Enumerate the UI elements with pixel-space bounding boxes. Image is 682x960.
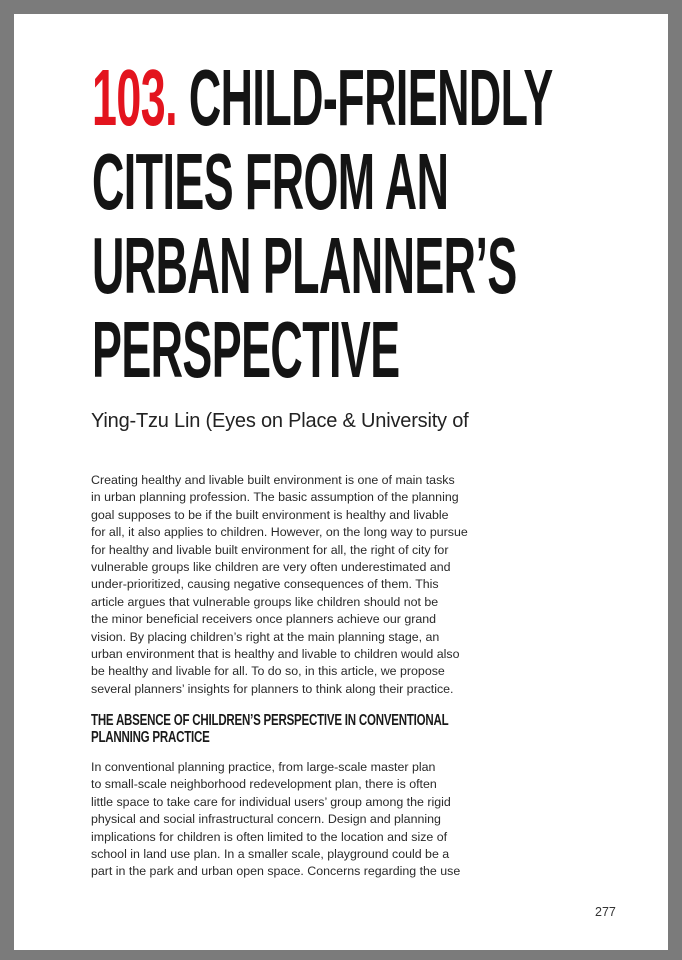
section-paragraph [91,759,476,881]
title-line-1 [92,53,553,142]
document-page [14,14,668,950]
abstract-line: for healthy and livable built environment for all, the right of city for [91,542,449,557]
section-line: In conventional planning practice, from large-scale master plan [91,760,436,774]
section-line: physical and social infrastructural concern. Design and planning [91,812,441,827]
section-line: implications for children is often limited to the location and size of [91,829,448,844]
section-line: part in the park and urban open space. Concerns regarding the use [91,864,461,879]
abstract-line: Creating healthy and livable built environment is one of main tasks [91,473,455,487]
page-number: 277 [595,905,616,919]
section-line: school in land use plan. In a smaller scale, playground could be a [91,846,450,861]
abstract-line: be healthy and livable for all. To do so, in this article, we propose [91,664,445,679]
author-line: Ying-Tzu Lin (Eyes on Place & University of [91,410,469,432]
abstract-paragraph [91,472,476,698]
article-title [92,53,612,394]
title-line-2: CITIES FROM AN [92,137,449,226]
section-line: to small-scale neighborhood redevelopment plan, there is often [91,777,437,792]
article-number: 103. [92,53,177,142]
abstract-line: vulnerable groups like children are very often underestimated and [91,559,451,574]
section-heading-line-2: PLANNING PRACTICE [91,728,210,746]
abstract-line: urban environment that is healthy and livable to children would also [91,646,460,661]
abstract-line: for all, it also applies to children. However, on the long way to pursue [91,525,468,540]
abstract-line: goal supposes to be if the built environment is healthy and livable [91,507,449,522]
section-heading-line-1: THE ABSENCE OF CHILDREN’S PERSPECTIVE IN CONVENTIONAL [91,712,449,729]
abstract-line: the minor beneficial receivers once planners achieve our grand [91,612,437,627]
abstract-line: article argues that vulnerable groups like children should not be [91,594,439,609]
abstract-line: vision. By placing children’s right at the main planning stage, an [91,629,440,644]
title-line-1-text: CHILD-FRIENDLY [188,53,553,142]
abstract-line: under-prioritized, causing negative consequences of them. This [91,577,439,592]
abstract-line: several planners’ insights for planners to think along their practice. [91,681,454,696]
title-line-3: URBAN PLANNER’S [92,221,517,310]
abstract-line: in urban planning profession. The basic assumption of the planning [91,490,459,505]
section-line: little space to take care for individual users’ group among the rigid [91,794,451,809]
title-line-4: PERSPECTIVE [92,305,400,394]
section-heading [91,713,587,746]
